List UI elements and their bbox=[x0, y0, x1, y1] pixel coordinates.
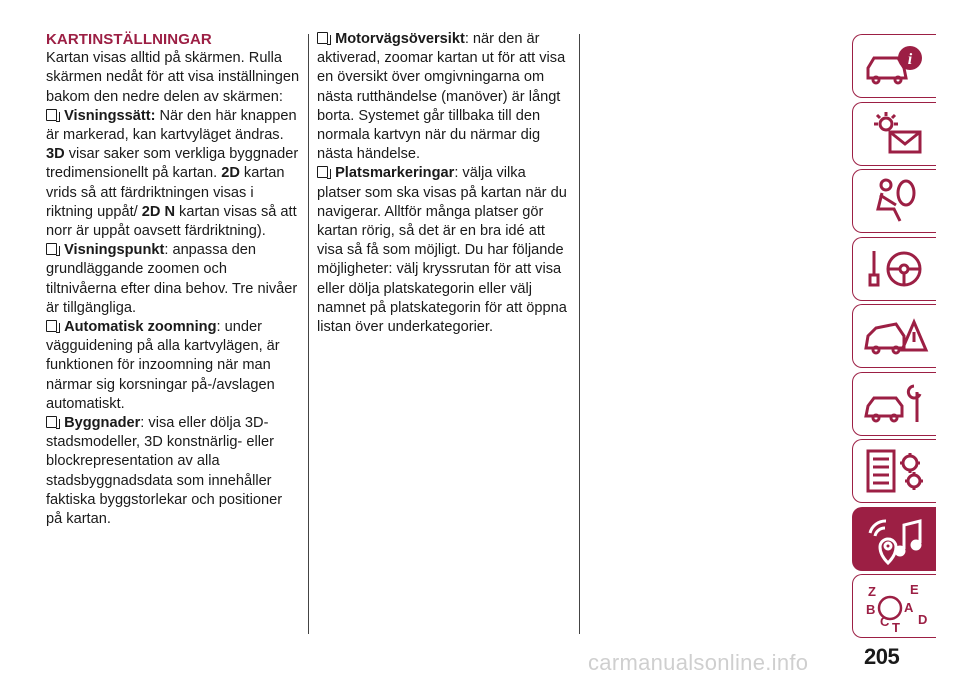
list-item-motorvagsoversikt bbox=[317, 30, 573, 164]
chapter-tabs bbox=[852, 34, 936, 642]
specs-gears-icon bbox=[860, 445, 930, 497]
description: : välja vilka platser som ska visas på kartan när du navigerar. Alltför många platser gör kartan rörig, så det är en bra idé att visa så få som möjligt. Du har följande möjligheter: välj kryssrutan för att visa eller dölja platskategorin eller välj namnet på platskategorin för att öppna listan över underkategorier. bbox=[317, 165, 567, 336]
term: Motorvägsöversikt bbox=[335, 31, 465, 47]
watermark: carmanualsonline.info bbox=[588, 650, 809, 675]
tab-servicing-care[interactable] bbox=[852, 372, 936, 436]
description: : visa eller dölja 3D-stadsmodeller, 3D konstnärlig- eller blockrepresentation av alla stadsbyggnadsdata som innehåller faktiska byggstorlekar och positioner på kartan. bbox=[46, 415, 283, 528]
description: kartan visas så att norr är uppåt oavsett färdriktning). bbox=[46, 203, 297, 240]
svg-text:D: D bbox=[917, 612, 927, 627]
svg-text:C: C bbox=[879, 614, 889, 629]
checkbox-icon bbox=[317, 166, 328, 178]
car-info-icon bbox=[860, 40, 930, 92]
description: : när den är aktiverad, zoomar kartan ut för att visa en översikt över omgivningarna om nästa rutthändelse (manöver) är långt borta. Systemet går tillbaka till den normala kartvyn när du närmar dig nästa händelse. bbox=[317, 31, 566, 163]
list-item-platsmarkeringar bbox=[317, 164, 573, 337]
column-divider bbox=[308, 34, 309, 634]
airbag-person-icon bbox=[860, 175, 930, 227]
list-item-byggnader bbox=[46, 414, 300, 529]
alphabetical-index-icon bbox=[860, 580, 930, 632]
term: Visningspunkt bbox=[64, 242, 165, 259]
checkbox-icon bbox=[46, 416, 57, 428]
left-column bbox=[46, 30, 300, 529]
description: : under vägguidening på alla kartvylägen, är funktionen för inzoomning när man närmar sig korsningar på-/avslagen automatiskt. bbox=[46, 319, 280, 412]
key-steering-wheel-icon bbox=[860, 243, 930, 295]
car-breakdown-warning-icon bbox=[860, 310, 930, 362]
section-heading: KARTINSTÄLLNINGAR bbox=[46, 31, 212, 48]
column-divider bbox=[579, 34, 580, 634]
tab-knowing-your-car[interactable] bbox=[852, 34, 936, 98]
term: Byggnader bbox=[64, 415, 141, 432]
description: kartan vrids så att färdriktningen visas i riktning uppåt/ bbox=[46, 165, 285, 220]
svg-text:E: E bbox=[909, 582, 919, 597]
tab-warning-lights[interactable] bbox=[852, 102, 936, 166]
term: Platsmarkeringar bbox=[335, 165, 455, 182]
tab-in-an-emergency[interactable] bbox=[852, 304, 936, 368]
term-2d: 2D bbox=[221, 165, 240, 182]
svg-text:Z: Z bbox=[867, 584, 876, 599]
svg-text:i: i bbox=[907, 51, 912, 68]
checkbox-icon bbox=[46, 320, 57, 332]
right-column bbox=[317, 30, 573, 337]
warning-lights-message-icon bbox=[860, 108, 930, 160]
multimedia-navigation-icon bbox=[860, 513, 930, 565]
term-2d-n: 2D N bbox=[141, 203, 175, 220]
checkbox-icon bbox=[46, 109, 57, 121]
list-item-automatisk-zoomning bbox=[46, 318, 300, 414]
tab-multimedia[interactable] bbox=[852, 507, 936, 571]
checkbox-icon bbox=[317, 32, 328, 44]
tab-technical-specifications[interactable] bbox=[852, 439, 936, 503]
intro-paragraph: Kartan visas alltid på skärmen. Rulla skärmen nedåt för att visa inställningen bakom den nedre delen av skärmen: bbox=[46, 50, 300, 105]
car-maintenance-wrench-icon bbox=[860, 378, 930, 430]
term-3d: 3D bbox=[46, 146, 65, 163]
tab-starting-driving[interactable] bbox=[852, 237, 936, 301]
svg-text:B: B bbox=[865, 602, 875, 617]
tab-index[interactable] bbox=[852, 574, 936, 638]
term: Visningssätt: bbox=[64, 107, 156, 124]
page-number: 205 bbox=[864, 644, 900, 669]
term: Automatisk zoomning bbox=[64, 319, 217, 336]
description: : anpassa den grundläggande zoomen och tiltnivåerna efter dina behov. Tre nivåer är tillgängliga. bbox=[46, 242, 298, 316]
checkbox-icon bbox=[46, 243, 57, 255]
list-item-visningspunkt bbox=[46, 241, 300, 318]
tab-safety[interactable] bbox=[852, 169, 936, 233]
svg-text:A: A bbox=[903, 600, 913, 615]
description: När den här knappen är markerad, kan kartvyläget ändras. bbox=[46, 107, 297, 144]
list-item-visningssatt bbox=[46, 107, 300, 241]
description: visar saker som verkliga byggnader tredimensionellt på kartan. bbox=[46, 146, 299, 182]
svg-text:T: T bbox=[891, 620, 900, 632]
